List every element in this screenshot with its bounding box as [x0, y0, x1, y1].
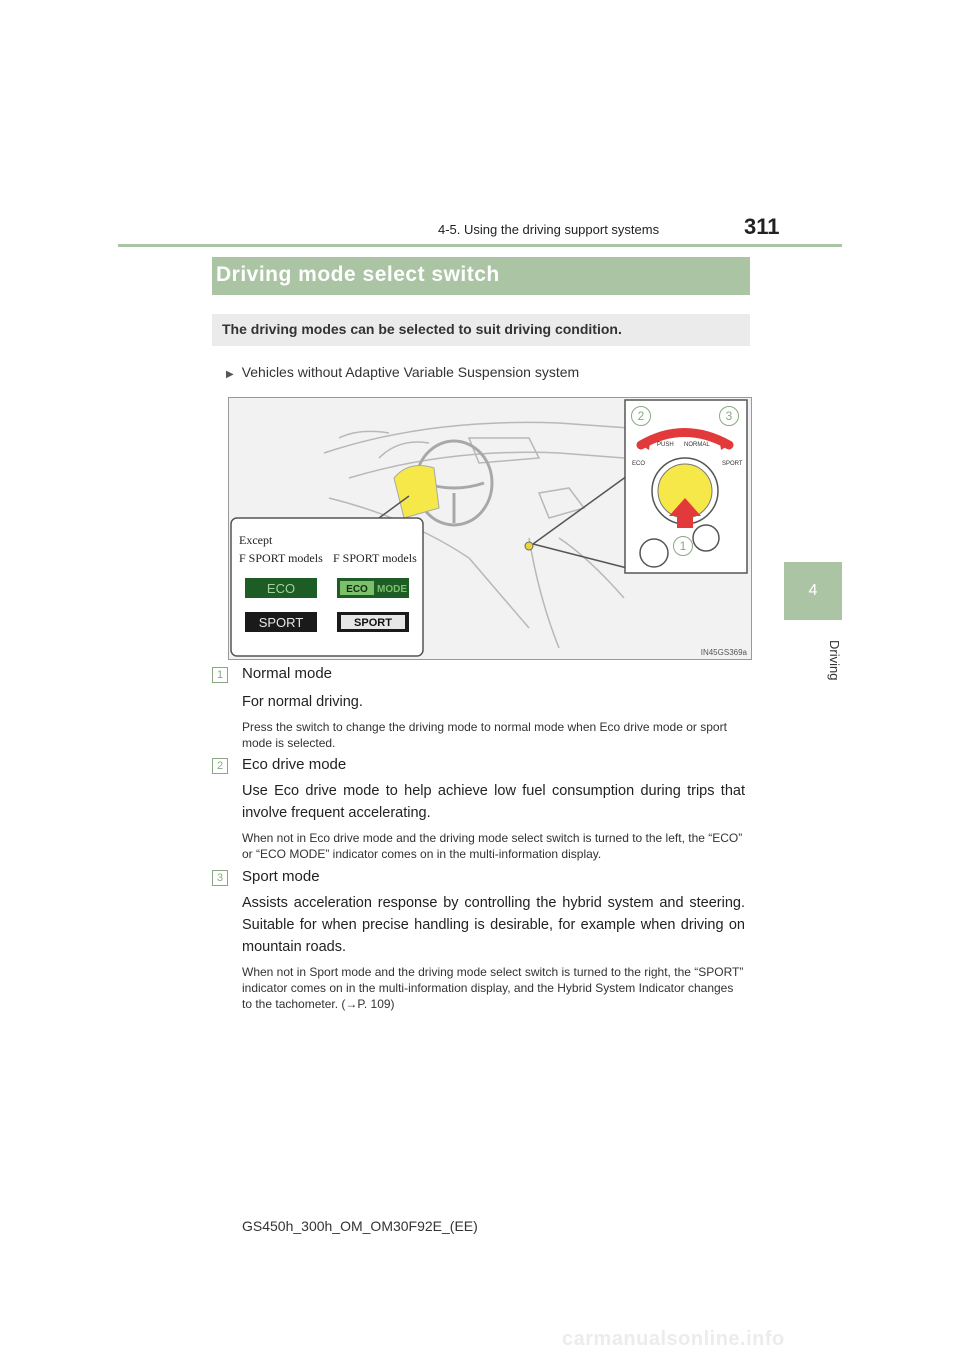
item-number-badge: 1 [212, 667, 228, 683]
callout-number-3: 3 [719, 406, 739, 426]
eco-indicator-text: ECO [266, 581, 296, 596]
item-note: Press the switch to change the driving mode to normal mode when Eco drive mode or sport mode is selected. [242, 720, 727, 750]
eco-mode-indicator-eco: ECO [346, 584, 368, 595]
dashboard-svg [229, 398, 751, 659]
dial-label-push: PUSH [657, 442, 674, 448]
item-description: For normal driving. [242, 694, 363, 710]
header-divider [118, 244, 842, 247]
bullet-text: Vehicles without Adaptive Variable Suspension system [241, 364, 580, 380]
item-title: Eco drive mode [242, 756, 347, 773]
vehicle-variant-bullet [226, 364, 579, 380]
item-number-badge: 3 [212, 870, 228, 886]
callout-number-2: 2 [631, 406, 651, 426]
item-note: When not in Eco drive mode and the driving mode select switch is turned to the left, the “ECO” or “ECO MODE” indicator comes on in the multi-information display. [242, 831, 743, 861]
item-note: When not in Sport mode and the driving mode select switch is turned to the right, the “SPORT” indicator comes on in the multi-information display, and the Hybrid System Indicator changes to the tachometer. (→P. 109) [242, 965, 744, 1011]
dashboard-illustration [228, 397, 752, 660]
display-header-except: Except [239, 533, 273, 547]
section-heading: Driving mode select switch [216, 263, 500, 286]
dial-label-eco: ECO [632, 461, 646, 467]
chapter-number: 4 [808, 582, 818, 599]
triangle-bullet-icon: ▶ [226, 369, 234, 380]
section-heading-bar [212, 257, 750, 295]
chapter-tab[interactable] [784, 562, 842, 620]
item-description: Assists acceleration response by controlling the hybrid system and steering. Suitable for when precise handling is desirable, for example when driving on mountain roads. [242, 895, 745, 955]
display-header-except-models: F SPORT models [239, 551, 323, 565]
item-title: Sport mode [242, 868, 320, 885]
item-number-badge: 2 [212, 758, 228, 774]
item-description: Use Eco drive mode to help achieve low fuel consumption during trips that involve frequent accelerating. [242, 783, 745, 821]
figure-code: IN45GS369a [700, 648, 747, 657]
dial-label-sport: SPORT [722, 461, 743, 467]
chapter-label: Driving [827, 639, 842, 681]
dial-label-normal: NORMAL [684, 442, 710, 448]
eco-mode-indicator-mode: MODE [377, 584, 407, 595]
watermark: carmanualsonline.info [562, 1328, 785, 1350]
sport-indicator-text: SPORT [258, 615, 304, 630]
display-header-f-sport: F SPORT models [333, 551, 417, 565]
sport-f-indicator-text: SPORT [354, 617, 392, 629]
section-title: 4-5. Using the driving support systems [438, 222, 660, 237]
page-number: 311 [744, 214, 780, 239]
intro-bar [212, 314, 750, 346]
callout-number-1: 1 [673, 536, 693, 556]
item-title: Normal mode [242, 665, 333, 682]
intro-text: The driving modes can be selected to suit driving condition. [222, 321, 622, 337]
document-code: GS450h_300h_OM_OM30F92E_(EE) [242, 1218, 478, 1234]
